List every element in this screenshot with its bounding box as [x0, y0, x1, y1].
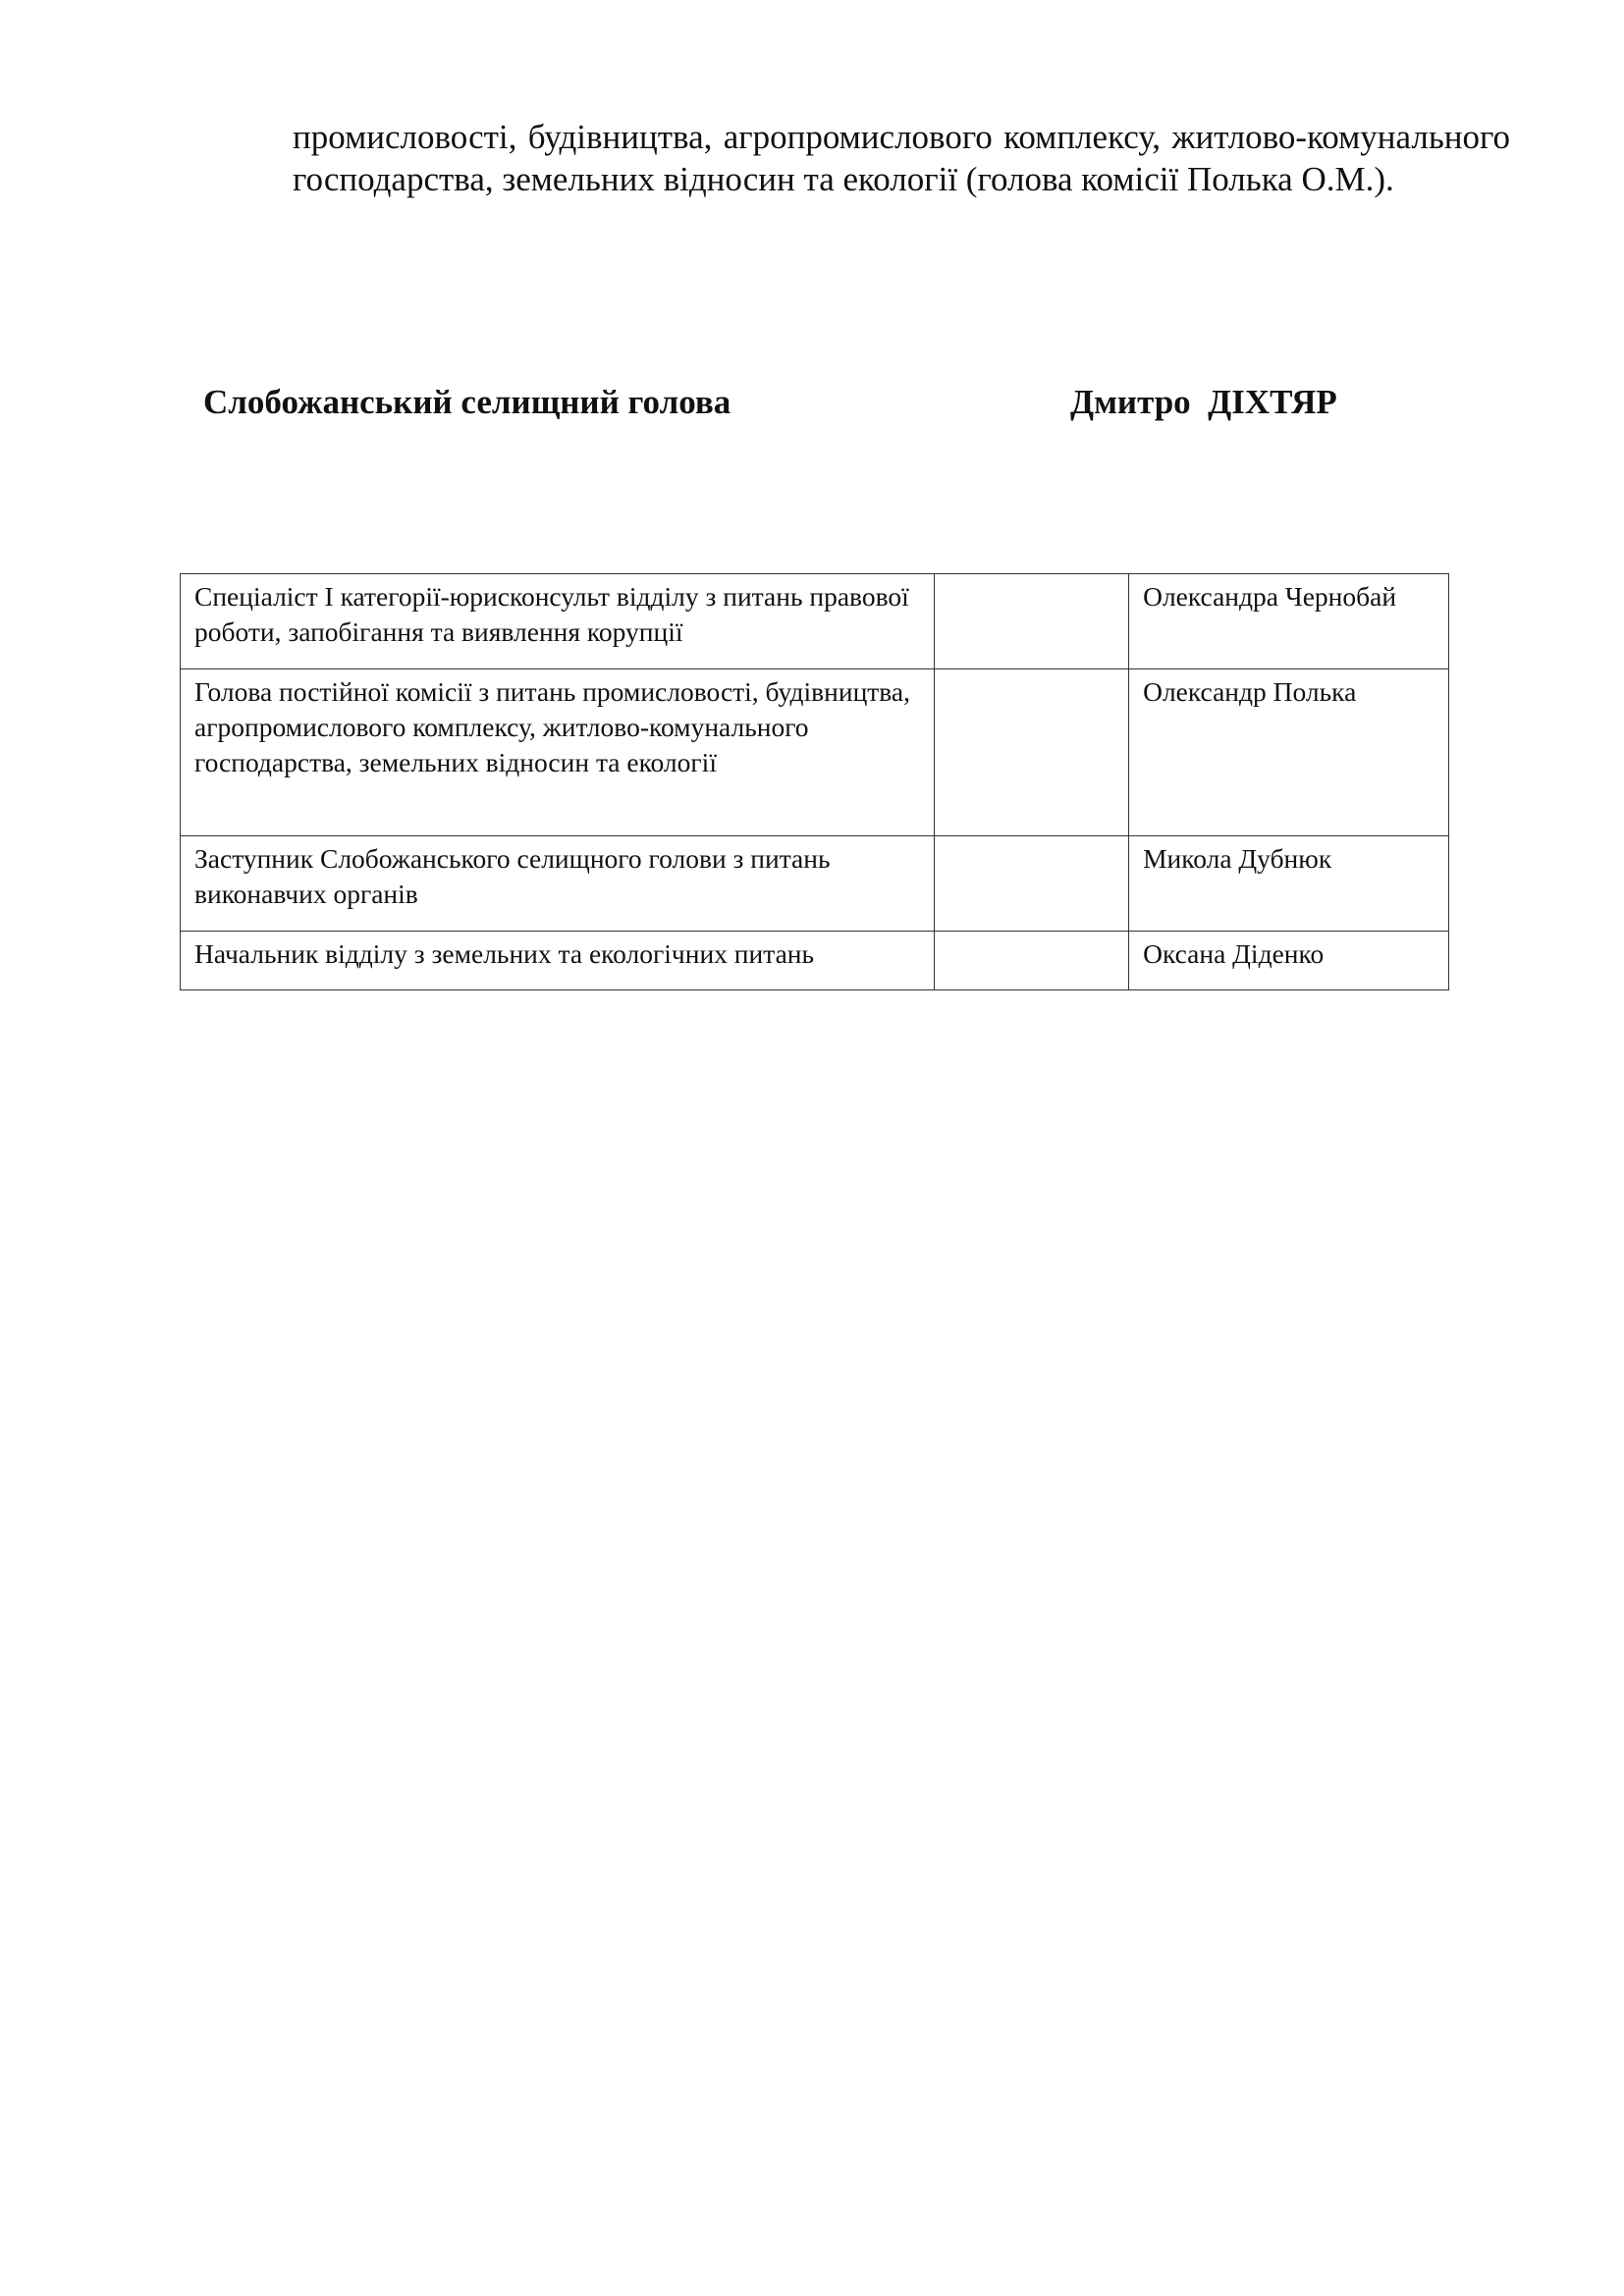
position-cell: Начальник відділу з земельних та екологічних питань [181, 932, 935, 990]
signature-cell [934, 574, 1129, 669]
table-row [181, 836, 1449, 932]
name-cell: Олександр Полька [1129, 669, 1449, 836]
name-cell: Олександра Чернобай [1129, 574, 1449, 669]
table-row [181, 574, 1449, 669]
name-cell: Микола Дубнюк [1129, 836, 1449, 932]
signature-cell [934, 836, 1129, 932]
table-row [181, 669, 1449, 836]
name-cell: Оксана Діденко [1129, 932, 1449, 990]
approval-table [180, 573, 1449, 990]
body-paragraph: промисловості, будівництва, агропромислового комплексу, житлово-комунального господарства, земельних відносин та екології (голова комісії Полька О.М.). [293, 118, 1510, 198]
signature-cell [934, 932, 1129, 990]
signature-cell [934, 669, 1129, 836]
position-cell: Заступник Слобожанського селищного голови з питань виконавчих органів [181, 836, 935, 932]
signature-name: Дмитро ДІХТЯР [1070, 383, 1337, 421]
signature-title: Слобожанський селищний голова [203, 383, 731, 421]
position-cell: Голова постійної комісії з питань промисловості, будівництва, агропромислового комплексу, житлово-комунального господарства, земельних відносин та екології [181, 669, 935, 836]
table-row [181, 932, 1449, 990]
position-cell: Спеціаліст І категорії-юрисконсульт відділу з питань правової роботи, запобігання та виявлення корупції [181, 574, 935, 669]
